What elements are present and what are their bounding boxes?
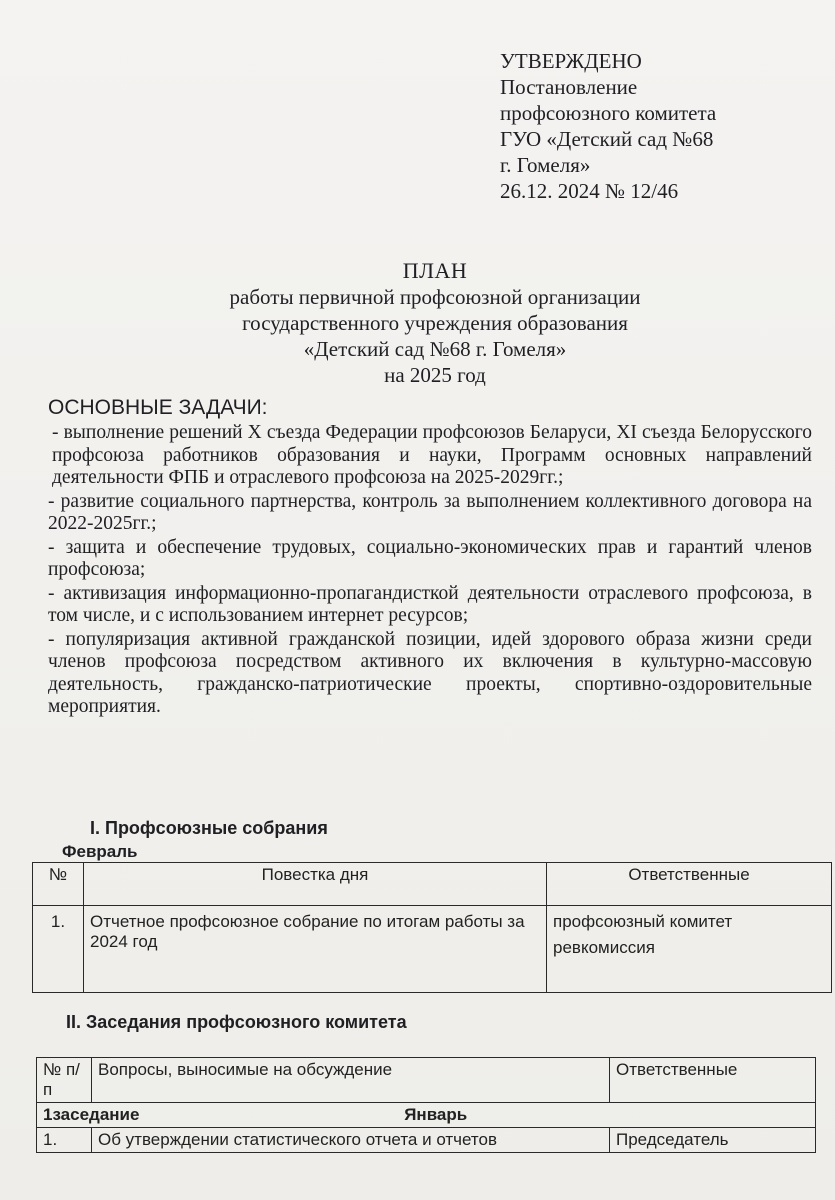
meeting-subheader <box>37 1103 816 1128</box>
task-item: - защита и обеспечение трудовых, социально-экономических прав и гарантий членов профсоюза; <box>48 536 812 580</box>
task-item: - активизация информационно-пропагандисткой деятельности отраслевого профсоюза, в том числе, и с использованием интернет ресурсов; <box>48 582 812 626</box>
meeting-month: Январь <box>404 1105 468 1124</box>
title-line: государственного учреждения образования <box>242 311 628 335</box>
approval-date: 26.12. 2024 № 12/46 <box>500 179 679 203</box>
task-item: - выполнение решений X съезда Федерации профсоюзов Беларуси, XI съезда Белорусского профсоюза работников образования и науки, Программ основных направлений деятельности ФПБ и отраслевого профсоюза на 2025-2029гг.; <box>52 422 812 488</box>
section-1-heading: I. Профсоюзные собрания <box>90 818 328 838</box>
responsible-2: ревкомиссия <box>553 938 655 957</box>
title-plan: ПЛАН <box>402 258 468 283</box>
approval-block <box>500 48 800 204</box>
row-agenda: Отчетное профсоюзное собрание по итогам работы за 2024 год <box>84 906 547 993</box>
column-header: Ответственные <box>547 863 832 906</box>
title-year: на 2025 год <box>384 363 486 387</box>
row-responsible <box>547 906 832 993</box>
approval-line: профсоюзного комитета <box>500 101 717 125</box>
tasks-list <box>48 422 812 720</box>
row-question: Об утверждении статистического отчета и отчетов <box>92 1128 610 1153</box>
approval-line: г. Гомеля» <box>500 153 591 177</box>
meeting-label: 1заседание <box>43 1105 140 1124</box>
table-row <box>33 906 832 993</box>
row-responsible: Председатель <box>610 1128 816 1153</box>
section-1-month: Февраль <box>62 842 138 861</box>
title-line: «Детский сад №68 г. Гомеля» <box>303 337 567 361</box>
document-title <box>60 258 810 388</box>
approval-line: Постановление <box>500 75 638 99</box>
row-number: 1. <box>33 906 84 993</box>
committee-table <box>36 1057 816 1153</box>
column-header: Вопросы, выносимые на обсуждение <box>92 1058 610 1103</box>
task-item: - развитие социального партнерства, контроль за выполнением коллективного договора на 2022-2025гг.; <box>48 490 812 534</box>
approval-title: УТВЕРЖДЕНО <box>500 49 642 73</box>
title-line: работы первичной профсоюзной организации <box>229 285 641 309</box>
section-2-heading: II. Заседания профсоюзного комитета <box>66 1012 407 1032</box>
column-header: Повестка дня <box>84 863 547 906</box>
table-row <box>37 1128 816 1153</box>
row-number: 1. <box>37 1128 92 1153</box>
meetings-table <box>32 862 832 993</box>
approval-line: ГУО «Детский сад №68 <box>500 127 714 151</box>
column-header: № <box>33 863 84 906</box>
tasks-heading: ОСНОВНЫЕ ЗАДАЧИ: <box>48 396 268 419</box>
column-header: № п/п <box>37 1058 92 1103</box>
responsible-1: профсоюзный комитет <box>553 912 733 931</box>
column-header: Ответственные <box>610 1058 816 1103</box>
task-item: - популяризация активной гражданской позиции, идей здорового образа жизни среди членов профсоюза посредством активного их включения в культурно-массовую деятельность, гражданско-патриотические проекты, спортивно-оздоровительные мероприятия. <box>48 628 812 717</box>
